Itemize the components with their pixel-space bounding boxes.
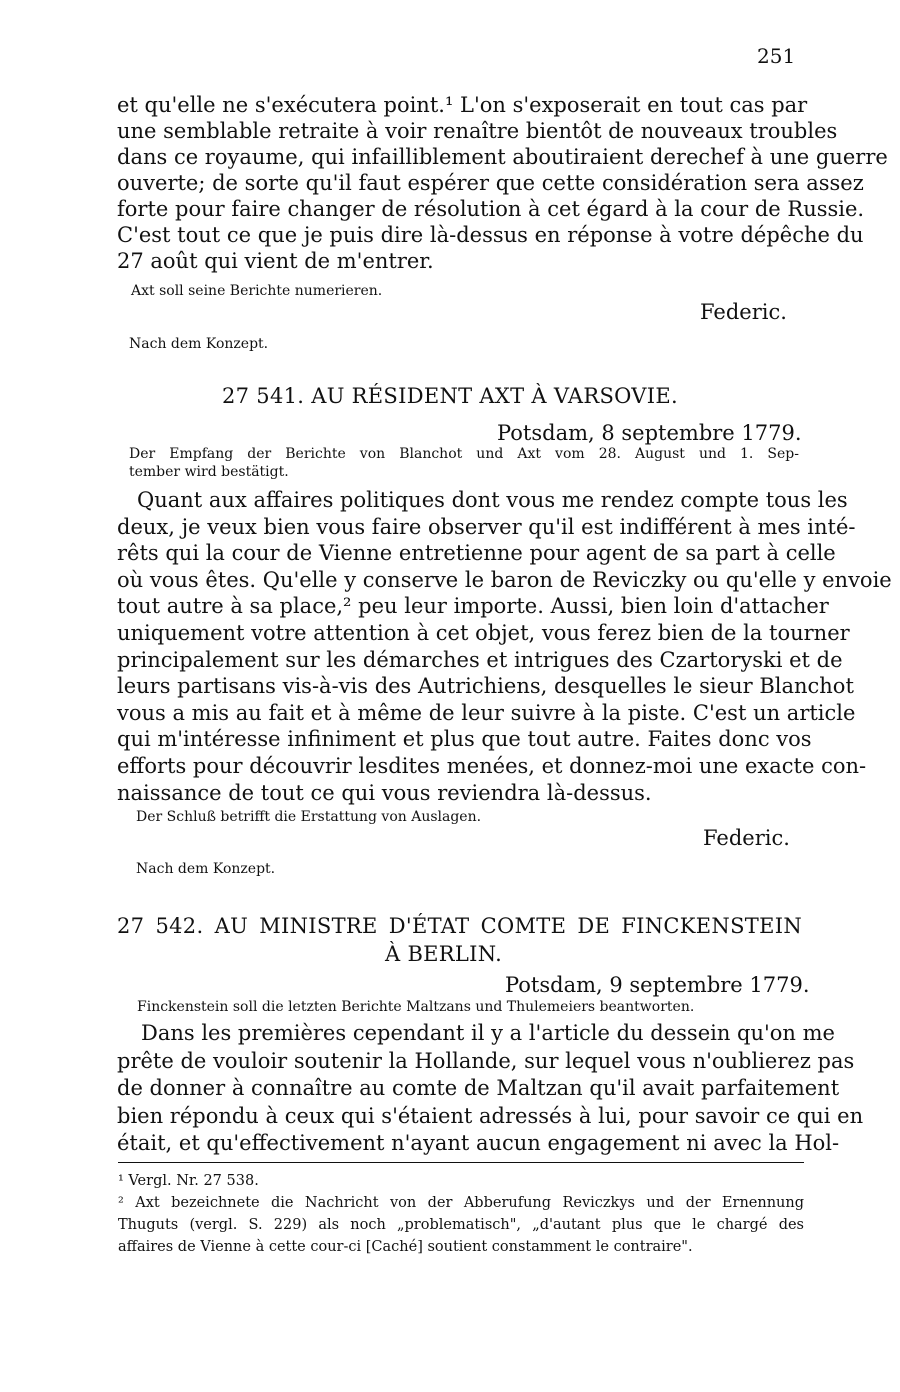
letter-signature: Federic. bbox=[703, 826, 790, 850]
letter-date: Potsdam, 8 septembre 1779. bbox=[497, 421, 802, 445]
text-line: Quant aux affaires politiques dont vous me rendez compte tous les bbox=[137, 488, 848, 512]
intro-signature: Federic. bbox=[700, 300, 787, 324]
text-line: Dans les premières cependant il y a l'article du dessein qu'on me bbox=[141, 1021, 835, 1045]
text-line: forte pour faire changer de résolution à cet égard à la cour de Russie. bbox=[117, 197, 865, 221]
text-line: C'est tout ce que je puis dire là-dessus en réponse à votre dépêche du bbox=[117, 223, 864, 247]
text-line: deux, je veux bien vous faire observer qu'il est indifférent à mes inté- bbox=[117, 514, 856, 539]
text-line: une semblable retraite à voir renaître bientôt de nouveaux troubles bbox=[117, 119, 838, 143]
text-line: était, et qu'effectivement n'ayant aucun engagement ni avec la Hol- bbox=[117, 1131, 840, 1155]
text-line: leurs partisans vis-à-vis des Autrichiens, desquelles le sieur Blanchot bbox=[117, 674, 854, 699]
intro-note: Axt soll seine Berichte numerieren. bbox=[131, 283, 383, 299]
letter-body bbox=[117, 487, 892, 806]
text-line: et qu'elle ne s'exécutera point.¹ L'on s'exposerait en tout cas par bbox=[117, 93, 808, 117]
footnote-divider bbox=[118, 1162, 804, 1163]
text-line: prête de vouloir soutenir la Hollande, sur lequel vous n'oublierez pas bbox=[117, 1048, 855, 1073]
letter-date: Potsdam, 9 septembre 1779. bbox=[505, 973, 810, 997]
letter-heading-line2: À BERLIN. bbox=[385, 942, 503, 966]
summary-line: Der Empfang der Berichte von Blanchot und Axt vom 28. August und 1. Sep- bbox=[129, 446, 799, 462]
footnote: ² Axt bezeichnete die Nachricht von der Abberufung Reviczkys und der Ernennung bbox=[118, 1195, 804, 1211]
letter-summary bbox=[129, 445, 799, 481]
page-number: 251 bbox=[757, 44, 796, 68]
letter-source: Nach dem Konzept. bbox=[136, 861, 276, 877]
text-line: tout autre à sa place,² peu leur importe. Aussi, bien loin d'attacher bbox=[117, 594, 829, 619]
text-line: qui m'intéresse infiniment et plus que tout autre. Faites donc vos bbox=[117, 727, 812, 752]
text-line: où vous êtes. Qu'elle y conserve le baron de Reviczky ou qu'elle y envoie bbox=[117, 567, 892, 592]
text-line: efforts pour découvrir lesdites menées, et donnez-moi une exacte con- bbox=[117, 753, 867, 778]
letter-body bbox=[117, 1020, 864, 1158]
text-line: de donner à connaître au comte de Maltzan qu'il avait parfaitement bbox=[117, 1076, 840, 1100]
letter-heading: 27 541. AU RÉSIDENT AXT À VARSOVIE. bbox=[222, 384, 678, 408]
footnote: Thuguts (vergl. S. 229) als noch „problematisch", „d'autant plus que le chargé des bbox=[118, 1217, 804, 1233]
text-line: bien répondu à ceux qui s'étaient adressés à lui, pour savoir ce qui en bbox=[117, 1103, 864, 1128]
summary-line: tember wird bestätigt. bbox=[129, 464, 289, 480]
text-line: 27 août qui vient de m'entrer. bbox=[117, 249, 434, 273]
letter-summary: Finckenstein soll die letzten Berichte Maltzans und Thulemeiers beantworten. bbox=[137, 999, 695, 1015]
heading-line: 27 542. AU MINISTRE D'ÉTAT COMTE DE FINCKENSTEIN bbox=[117, 914, 802, 938]
intro-paragraph bbox=[117, 92, 888, 274]
text-line: dans ce royaume, qui infailliblement aboutiraient derechef à une guerre bbox=[117, 145, 888, 169]
text-line: principalement sur les démarches et intrigues des Czartoryski et de bbox=[117, 647, 843, 672]
footnotes bbox=[118, 1170, 804, 1258]
text-line: vous a mis au fait et à même de leur suivre à la piste. C'est un article bbox=[117, 700, 856, 725]
text-line: rêts qui la cour de Vienne entretienne pour agent de sa part à celle bbox=[117, 541, 836, 566]
footnote: ¹ Vergl. Nr. 27 538. bbox=[118, 1173, 259, 1189]
letter-heading bbox=[117, 914, 802, 938]
footnote: affaires de Vienne à cette cour-ci [Caché] soutient constamment le contraire". bbox=[118, 1239, 693, 1255]
intro-source: Nach dem Konzept. bbox=[129, 336, 269, 352]
text-line: naissance de tout ce qui vous reviendra là-dessus. bbox=[117, 780, 652, 805]
letter-note: Der Schluß betrifft die Erstattung von Auslagen. bbox=[136, 809, 482, 825]
text-line: ouverte; de sorte qu'il faut espérer que cette considération sera assez bbox=[117, 171, 864, 195]
text-line: uniquement votre attention à cet objet, vous ferez bien de la tourner bbox=[117, 620, 850, 645]
